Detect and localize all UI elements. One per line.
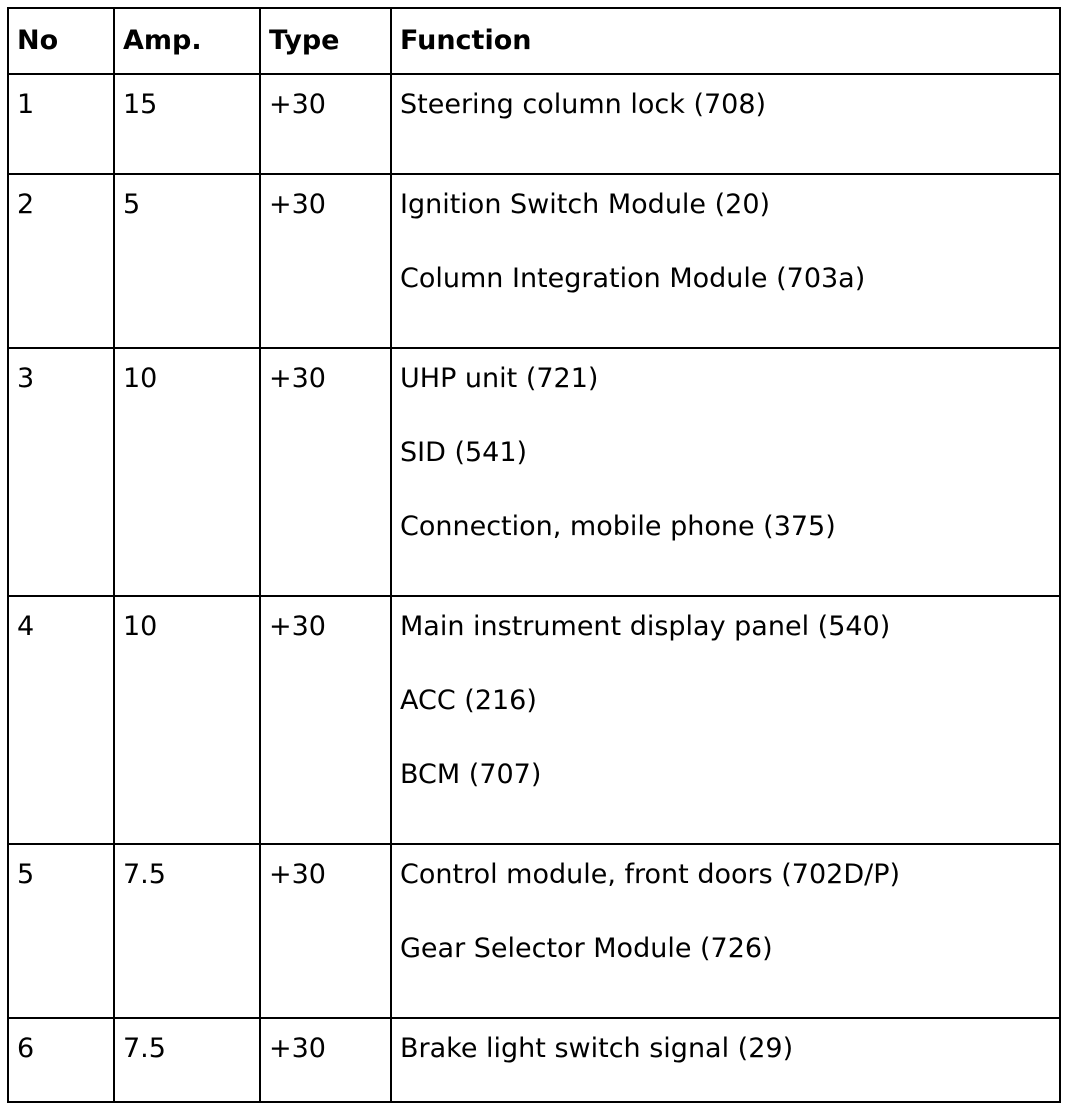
- fuse-number: 2: [17, 189, 35, 220]
- fuse-table: [7, 7, 1061, 1103]
- function-line: Main instrument display panel (540): [400, 611, 891, 642]
- fuse-type: +30: [269, 363, 326, 394]
- function-line: ACC (216): [400, 685, 537, 716]
- function-line: BCM (707): [400, 759, 542, 790]
- table-row: [8, 844, 1060, 1018]
- function-line: Connection, mobile phone (375): [400, 511, 836, 542]
- fuse-amperage: 10: [123, 363, 158, 394]
- fuse-amperage: 10: [123, 611, 158, 642]
- fuse-number: 3: [17, 363, 35, 394]
- cell-amp: [114, 596, 260, 844]
- function-line: UHP unit (721): [400, 363, 599, 394]
- fuse-number: 4: [17, 611, 35, 642]
- fuse-number: 5: [17, 859, 35, 890]
- header-amp: Amp.: [114, 8, 260, 74]
- cell-type: [260, 844, 391, 1018]
- cell-amp: [114, 348, 260, 596]
- table-body: [8, 74, 1060, 1102]
- cell-no: [8, 74, 114, 174]
- function-line: Control module, front doors (702D/P): [400, 859, 901, 890]
- cell-type: [260, 174, 391, 348]
- cell-amp: [114, 844, 260, 1018]
- cell-function: [391, 844, 1060, 1018]
- cell-no: [8, 1018, 114, 1102]
- fuse-type: +30: [269, 859, 326, 890]
- cell-function: [391, 348, 1060, 596]
- cell-function: [391, 74, 1060, 174]
- cell-type: [260, 74, 391, 174]
- table-row: [8, 1018, 1060, 1102]
- header-row: [8, 8, 1060, 74]
- fuse-number: 6: [17, 1033, 35, 1064]
- function-line: Steering column lock (708): [400, 89, 767, 120]
- fuse-type: +30: [269, 611, 326, 642]
- table-row: [8, 174, 1060, 348]
- table-row: [8, 74, 1060, 174]
- header-no: No: [8, 8, 114, 74]
- fuse-number: 1: [17, 89, 35, 120]
- cell-no: [8, 844, 114, 1018]
- fuse-amperage: 15: [123, 89, 158, 120]
- cell-no: [8, 174, 114, 348]
- table-header: [8, 8, 1060, 74]
- cell-function: [391, 596, 1060, 844]
- cell-no: [8, 348, 114, 596]
- function-line: SID (541): [400, 437, 528, 468]
- cell-amp: [114, 1018, 260, 1102]
- cell-no: [8, 596, 114, 844]
- cell-type: [260, 1018, 391, 1102]
- cell-type: [260, 348, 391, 596]
- fuse-amperage: 5: [123, 189, 141, 220]
- cell-amp: [114, 74, 260, 174]
- header-type: Type: [260, 8, 391, 74]
- cell-amp: [114, 174, 260, 348]
- fuse-type: +30: [269, 189, 326, 220]
- cell-function: [391, 1018, 1060, 1102]
- function-line: Brake light switch signal (29): [400, 1033, 794, 1064]
- table-row: [8, 348, 1060, 596]
- fuse-type: +30: [269, 1033, 326, 1064]
- fuse-amperage: 7.5: [123, 1033, 166, 1064]
- cell-function: [391, 174, 1060, 348]
- function-line: Ignition Switch Module (20): [400, 189, 771, 220]
- fuse-amperage: 7.5: [123, 859, 166, 890]
- header-function: Function: [391, 8, 1060, 74]
- cell-type: [260, 596, 391, 844]
- function-line: Column Integration Module (703a): [400, 263, 866, 294]
- fuse-type: +30: [269, 89, 326, 120]
- function-line: Gear Selector Module (726): [400, 933, 773, 964]
- table-row: [8, 596, 1060, 844]
